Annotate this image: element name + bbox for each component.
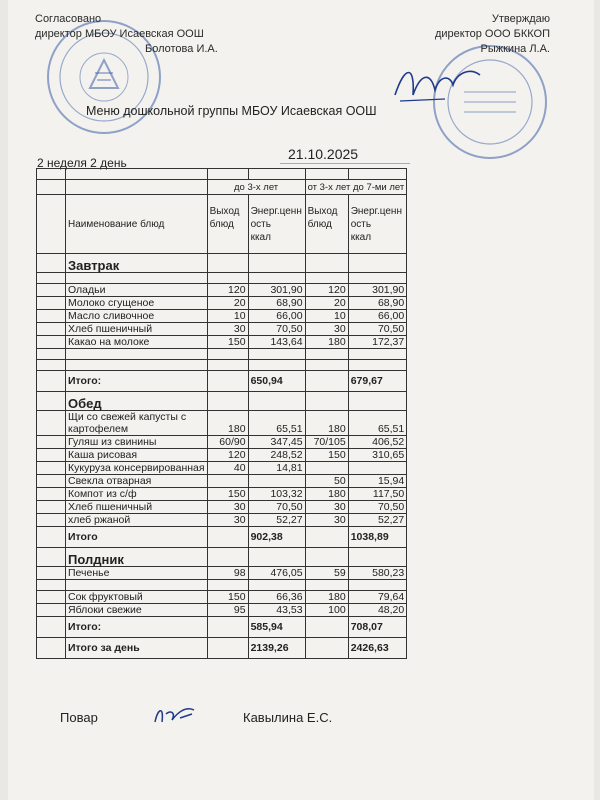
day-total-row: Итого за день 2139,26 2426,63: [37, 638, 407, 659]
cook-label: Повар: [60, 710, 98, 725]
section-lunch: [37, 392, 407, 411]
approval-left-line1: Согласовано: [35, 13, 102, 25]
menu-date: 21.10.2025: [288, 146, 359, 162]
column-output-2: Выход блюд: [305, 195, 348, 254]
column-header-row: [37, 195, 407, 254]
table-row: Молоко сгущеное 20 68,90 20 68,90: [37, 297, 407, 310]
lunch-total-row: Итого 902,38 1038,89: [37, 527, 407, 548]
table-row: Гуляш из свинины 60/90 347,45 70/105 406,52: [37, 436, 407, 449]
section-title: Завтрак: [66, 254, 208, 273]
table-row: хлеб ржаной 30 52,27 30 52,27: [37, 514, 407, 527]
menu-title: Меню дошкольной группы МБОУ Исаевская ООШ: [86, 104, 377, 118]
table-row: Оладьи 120 301,90 120 301,90: [37, 284, 407, 297]
approval-right-line1: Утверждаю: [491, 13, 550, 25]
approval-block-left: [35, 12, 218, 57]
column-output-1: Выход блюд: [207, 195, 248, 254]
section-breakfast: [37, 254, 407, 273]
snack-total-row: Итого: 585,94 708,07: [37, 617, 407, 638]
section-title: Обед: [66, 392, 208, 411]
column-energy-1: Энерг.ценн ость ккал: [248, 195, 305, 254]
approval-left-line3: Болотова И.А.: [145, 43, 218, 55]
table-spacer-row: [37, 360, 407, 371]
section-snack: [37, 548, 407, 567]
table-row: Кукуруза консервированная 40 14,81: [37, 462, 407, 475]
table-row: Каша рисовая 120 248,52 150 310,65: [37, 449, 407, 462]
cook-signature: [150, 700, 200, 730]
table-spacer-row: [37, 349, 407, 360]
table-spacer-row: [37, 273, 407, 284]
breakfast-total-row: Итого: 650,94 679,67: [37, 371, 407, 392]
table-row: Масло сливочное 10 66,00 10 66,00: [37, 310, 407, 323]
table-row: Компот из с/ф 150 103,32 180 117,50: [37, 488, 407, 501]
section-title: Полдник: [66, 548, 208, 567]
table-row: Сок фруктовый 150 66,36 180 79,64: [37, 591, 407, 604]
age-group-2: от 3-х лет до 7-ми лет: [305, 180, 407, 195]
date-rule: [280, 163, 410, 164]
menu-table: [36, 168, 407, 659]
age-group-1: до 3-х лет: [207, 180, 305, 195]
table-row: Яблоки свежие 95 43,53 100 48,20: [37, 604, 407, 617]
approval-right-line3: Рыжкина Л.А.: [480, 43, 550, 55]
table-spacer-row: [37, 169, 407, 180]
table-row: Щи со свежей капусты с картофелем 180 65,51 180 65,51: [37, 411, 407, 436]
approval-block-right: [435, 12, 550, 57]
age-group-header-row: [37, 180, 407, 195]
table-row: Хлеб пшеничный 30 70,50 30 70,50: [37, 323, 407, 336]
table-row: Свекла отварная 50 15,94: [37, 475, 407, 488]
week-day-label: 2 неделя 2 день: [37, 156, 127, 170]
table-row: Хлеб пшеничный 30 70,50 30 70,50: [37, 501, 407, 514]
table-spacer-row: [37, 580, 407, 591]
approval-right-line2: директор ООО БККОП: [434, 28, 550, 40]
director-signature: [385, 55, 485, 110]
cook-name: Кавылина Е.С.: [243, 710, 333, 725]
table-row: Какао на молоке 150 143,64 180 172,37: [37, 336, 407, 349]
column-energy-2: Энерг.ценн ость ккал: [348, 195, 407, 254]
column-dish-name: Наименование блюд: [66, 195, 208, 254]
approval-left-line2: директор МБОУ Исаевская ООШ: [35, 28, 204, 40]
table-row: Печенье 98 476,05 59 580,23: [37, 567, 407, 580]
